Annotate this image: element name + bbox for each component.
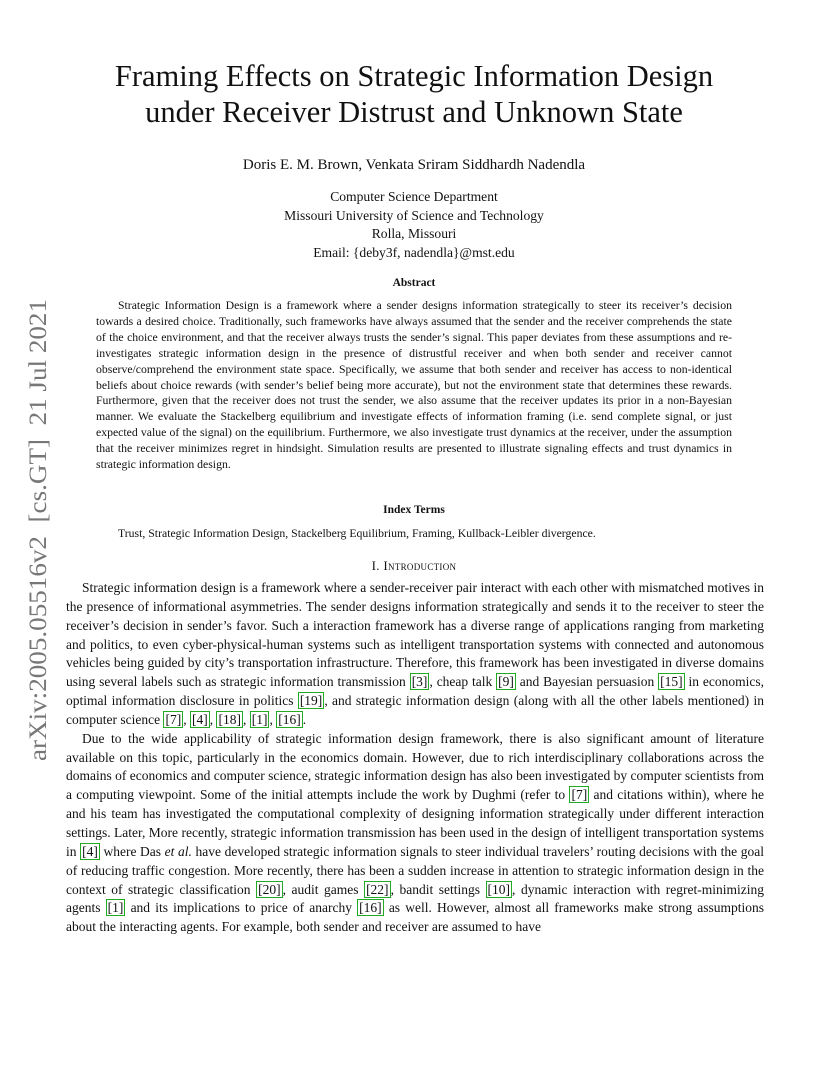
affiliation-email: Email: {deby3f, nadendla}@mst.edu — [313, 244, 515, 260]
arxiv-identifier-text: arXiv:2005.05516v2 [cs.GT] 21 Jul 2021 — [23, 326, 52, 761]
paper-title — [60, 58, 768, 130]
text-span: have developed strategic information signals to steer individual travelers’ routing decisions with the goal of reducing traffic congestion. More recently, there has been a sudden increase in attention to strategic information design in the context of strategic classification — [66, 843, 764, 897]
section-heading-text: I. Introduction — [371, 558, 457, 573]
text-span: as well. However, almost all frameworks make strong assumptions about the interacting agents. For example, both sender and receiver are assumed to have — [66, 900, 764, 935]
index-terms: Trust, Strategic Information Design, Stackelberg Equilibrium, Framing, Kullback-Leibler divergence. — [118, 527, 596, 540]
text-span: and Bayesian persuasion — [515, 674, 659, 690]
introduction-body — [66, 579, 764, 937]
text-span: . — [302, 711, 307, 727]
text-span: , dynamic interaction with regret-minimizing agents — [66, 881, 764, 916]
text-span: Strategic information design is a framework where a sender-receiver pair interact with each other with mismatched motives in the presence of informational asymmetries. The sender designs information strategically and sends it to the receiver to steer the receiver’s decision in sender’s favor. Such a interaction framework has a diverse range of applications ranging from marketing and politics, to even cyber-physical-human systems such as intelligent transportation systems with connected and autonomous vehicles being guided by city’s transportation infrastructure. Therefore, this framework has been investigated in diverse domains using several labels such as strategic information transmission — [66, 580, 764, 690]
affiliation-location: Rolla, Missouri — [371, 226, 457, 241]
paragraph-2 — [66, 730, 764, 937]
citation-link[interactable]: [19] — [299, 693, 323, 709]
text-span: where Das — [99, 843, 165, 859]
text-span: , cheap talk — [429, 674, 497, 690]
affiliation-department: Computer Science Department — [330, 189, 498, 204]
citation-link[interactable]: [1] — [107, 900, 124, 916]
citation-link[interactable]: [22] — [366, 881, 389, 897]
citation-link[interactable]: [7] — [165, 711, 182, 727]
text-span: , — [269, 711, 277, 727]
paragraph-1 — [66, 579, 764, 730]
affiliation — [60, 188, 768, 262]
citation-link[interactable]: [16] — [278, 711, 301, 727]
text-span: in economics, optimal information disclosure in politics — [66, 674, 764, 709]
arxiv-identifier — [12, 295, 62, 765]
emphasis-text: et al. — [164, 843, 192, 859]
text-span: and its implications to price of anarchy — [125, 900, 358, 916]
citation-link[interactable]: [20] — [258, 881, 281, 897]
text-span: Due to the wide applicability of strategic information design framework, there is also significant amount of literature available on this topic, particularly in the economics domain. However, due to rich interdisciplinary collaborations across the domains of economics and computer science, strategic information design has also been investigated by computer scientists from a computing viewpoint. Some of the initial attempts include the work by Dughmi (refer to — [66, 730, 764, 803]
citation-link[interactable]: [4] — [82, 843, 98, 859]
text-span: , audit games — [282, 881, 365, 897]
citation-link[interactable]: [10] — [487, 881, 511, 897]
abstract-heading: Abstract — [392, 277, 436, 289]
text-span: , — [183, 711, 190, 727]
affiliation-university: Missouri University of Science and Technology — [284, 207, 544, 223]
citation-link[interactable]: [16] — [359, 900, 382, 916]
text-span: and citations within), where he and his team has investigated the computational complexity of designing information strategically under different interaction settings. Later, More recently, strategic information transmission has been used in the design of intelligent transportation systems in — [66, 787, 765, 859]
text-span: , bandit settings — [390, 881, 486, 897]
text-span: , — [242, 711, 250, 727]
authors: Doris E. M. Brown, Venkata Sriram Siddhardh Nadendla — [242, 157, 586, 173]
text-span: , and strategic information design (along with all the other labels mentioned) in computer science — [66, 693, 764, 727]
citation-link[interactable]: [4] — [191, 711, 208, 727]
citation-link[interactable]: [3] — [411, 674, 428, 690]
citation-link[interactable]: [9] — [498, 674, 514, 690]
citation-link[interactable]: [7] — [571, 787, 588, 803]
citation-link[interactable]: [1] — [251, 711, 268, 727]
index-terms-heading: Index Terms — [383, 504, 445, 516]
abstract-text: Strategic Information Design is a framework where a sender designs information strategically to steer its receiver’s decision towards a desired choice. Traditionally, such frameworks have always assumed that the sender and the receiver comprehends the state of the choice environment, and that the receiver always trusts the sender’s signal. This paper deviates from these assumptions and re-investigates strategic information design in the presence of distrustful receiver and when both sender and receiver cannot observe/comprehend the environment state space. Specifically, we assume that both sender and receiver has access to non-identical beliefs about choice rewards (with sender’s belief being more accurate), but not the environment state that determines these rewards. Furthermore, given that the receiver does not trust the sender, we also assume that the receiver updates its prior in a non-Bayesian manner. We evaluate the Stackelberg equilibrium and investigate effects of information framing (i.e. send complete signal, or just expected value of the signal) on the equilibrium. Furthermore, we also investigate trust dynamics at the receiver, under the assumption that the receiver minimizes regret in hindsight. Simulation results are presented to illustrate signaling effects and trust dynamics in strategic information design. — [96, 299, 732, 472]
citation-link[interactable]: [15] — [660, 674, 683, 690]
title-line-2: under Receiver Distrust and Unknown State — [145, 95, 683, 129]
citation-link[interactable]: [18] — [218, 711, 241, 727]
section-heading-introduction — [60, 558, 768, 574]
text-span: , — [209, 711, 217, 727]
title-line-1: Framing Effects on Strategic Information Design — [114, 59, 714, 93]
